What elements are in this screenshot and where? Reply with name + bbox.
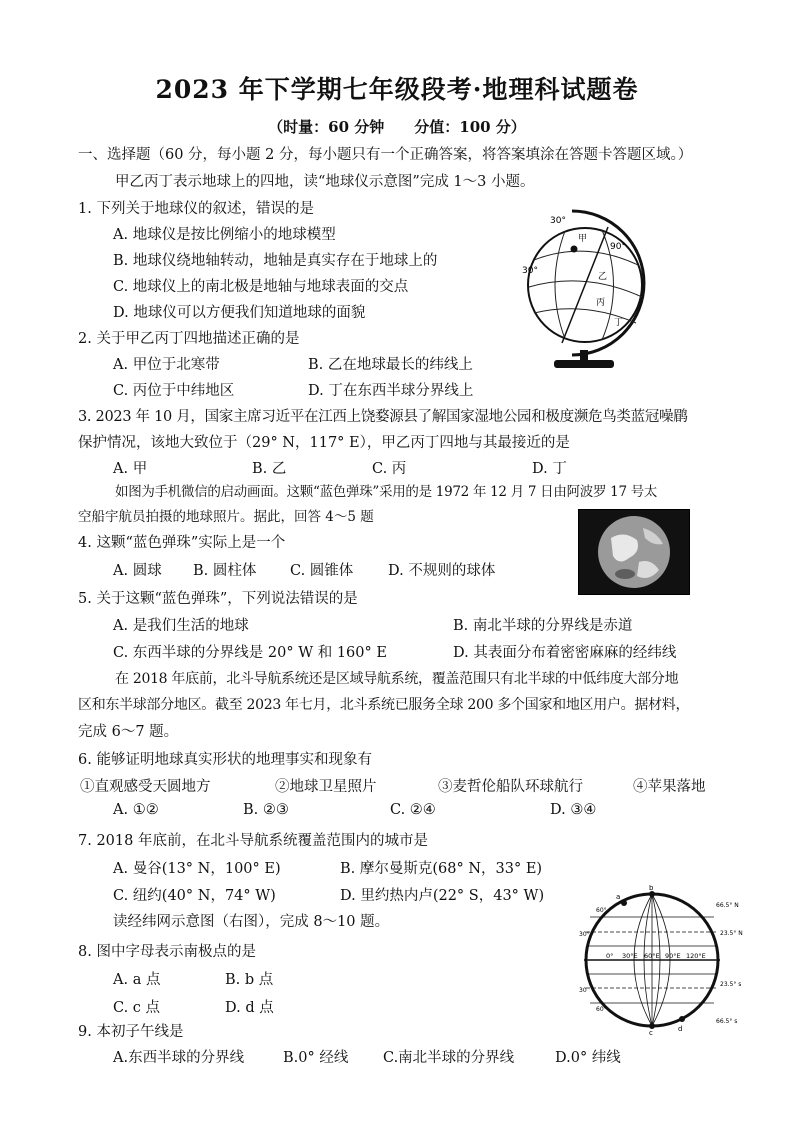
label-30n: 30° [579,931,590,938]
label-90e: 90°E [665,952,681,960]
question-4: 4. 这颗“蓝色弹珠”实际上是一个 [78,535,286,551]
question-2: 2. 关于甲乙丙丁四地描述正确的是 [78,331,300,347]
q6-fact-1: ①直观感受天圆地方 [80,779,211,795]
graticule-figure [570,885,770,1035]
label-tropic-capricorn: 23.5° s [720,981,742,988]
label-120e: 120°E [686,952,706,960]
q6-option-a: A. ①② [113,802,159,818]
question-9: 9. 本初子午线是 [78,1024,184,1040]
q3-option-d: D. 丁 [532,461,567,477]
label-jia: 甲 [578,234,588,244]
section-heading: 一、选择题（60 分，每小题 2 分，每小题只有一个正确答案，将答案填涂在答题卡答题区域。） [78,147,693,163]
q6-option-d: D. ③④ [550,802,597,818]
q1-option-c: C. 地球仪上的南北极是地轴与地球表面的交点 [113,279,409,295]
q9-option-c: C.南北半球的分界线 [383,1050,515,1066]
q6-option-c: C. ②④ [390,802,436,818]
point-a-marker [621,900,627,906]
q6-fact-2: ②地球卫星照片 [275,779,377,795]
intro-text-4: 读经纬网示意图（右图），完成 8～10 题。 [113,914,390,930]
question-3: 3. 2023 年 10 月，国家主席习近平在江西上饶婺源县了解国家湿地公园和极度濒危鸟类蓝冠噪鹛 [78,409,688,425]
q2-option-d: D. 丁在东西半球分界线上 [308,383,474,399]
intro-text-3-cont: 区和东半球部分地区。截至 2023 年七月，北斗系统已服务全球 200 多个国家和地区用户。据材料， [78,697,690,713]
q3-option-a: A. 甲 [113,461,148,477]
blue-marble-photo [578,509,690,595]
label-30s: 30 [579,987,587,994]
label-d: d [678,1025,683,1033]
intro-text-3: 在 2018 年底前，北斗导航系统还是区域导航系统，覆盖范围只有北半球的中低纬度大部分地 [115,671,679,687]
label-a: a [616,893,621,901]
page-title: 2023 年下学期七年级段考·地理科试题卷 [155,75,639,104]
q8-option-a: A. a 点 [113,972,161,988]
question-1: 1. 下列关于地球仪的叙述，错误的是 [78,201,314,217]
q4-option-a: A. 圆球 [113,563,162,579]
question-7: 7. 2018 年底前，在北斗导航系统覆盖范围内的城市是 [78,833,428,849]
label-c: c [649,1029,653,1035]
question-3-cont: 保护情况，该地大致位于（29° N，117° E），甲乙丙丁四地与其最接近的是 [78,435,570,451]
q5-option-d: D. 其表面分布着密密麻麻的经纬线 [453,645,677,661]
label-ding: 丁 [614,318,624,328]
label-b: b [649,885,654,892]
q8-option-c: C. c 点 [113,1000,161,1016]
intro-text-2-cont: 空船宇航员拍摄的地球照片。据此，回答 4～5 题 [78,509,374,525]
q7-option-b: B. 摩尔曼斯克(68° N，33° E) [340,861,543,877]
q1-option-a: A. 地球仪是按比例缩小的地球模型 [113,227,336,243]
question-8: 8. 图中字母表示南极点的是 [78,944,256,960]
q6-fact-3: ③麦哲伦船队环球航行 [438,779,583,795]
label-30-north: 30° [550,216,566,226]
q6-fact-4: ④苹果落地 [633,779,706,795]
label-30e: 30°E [622,952,638,960]
q2-option-c: C. 丙位于中纬地区 [113,383,235,399]
q2-option-a: A. 甲位于北寒带 [113,357,220,373]
label-antarctic-circle: 66.5° s [716,1018,738,1025]
label-90-degree: 90° [610,242,626,252]
q8-option-d: D. d 点 [225,1000,274,1016]
q7-option-d: D. 里约热内卢(22° S，43° W) [340,888,545,904]
globe-base [554,360,614,368]
label-0: 0° [606,952,614,960]
label-30-south: 30° [522,266,538,276]
q1-option-d: D. 地球仪可以方便我们知道地球的面貌 [113,305,366,321]
q9-option-b: B.0° 经线 [283,1050,349,1066]
label-60n: 60° [596,907,607,914]
q4-option-b: B. 圆柱体 [193,563,257,579]
q5-option-b: B. 南北半球的分界线是赤道 [453,618,633,634]
q8-option-b: B. b 点 [225,972,274,988]
q6-option-b: B. ②③ [243,802,289,818]
label-60e: 60°E [644,952,660,960]
q4-option-d: D. 不规则的球体 [388,563,496,579]
q7-option-c: C. 纽约(40° N，74° W) [113,888,276,904]
q5-option-c: C. 东西半球的分界线是 20° W 和 160° E [113,645,387,661]
q7-option-a: A. 曼谷(13° N，100° E) [113,861,281,877]
q4-option-c: C. 圆锥体 [290,563,354,579]
intro-text-2: 如图为手机微信的启动画面。这颗“蓝色弹珠”采用的是 1972 年 12 月 7 日由阿波罗 17 号太 [115,484,658,500]
intro-text: 甲乙丙丁表示地球上的四地，读“地球仪示意图”完成 1～3 小题。 [115,174,535,190]
question-6: 6. 能够证明地球真实形状的地理事实和现象有 [78,752,372,768]
intro-text-3-end: 完成 6～7 题。 [78,724,179,740]
point-d-marker [679,1016,685,1022]
q3-option-b: B. 乙 [252,461,287,477]
globe-figure [510,205,660,370]
label-yi: 乙 [598,272,608,282]
label-tropic-cancer: 23.5° N [720,930,743,937]
label-bing: 丙 [596,298,606,308]
point-jia-marker [571,246,578,253]
question-5: 5. 关于这颗“蓝色弹珠”，下列说法错误的是 [78,591,358,607]
label-60s: 60° [596,1006,607,1013]
label-arctic-circle: 66.5° N [716,902,739,909]
q3-option-c: C. 丙 [372,461,407,477]
exam-info: （时量：60 分钟 分值：100 分） [268,118,526,136]
q5-option-a: A. 是我们生活的地球 [113,618,249,634]
q2-option-b: B. 乙在地球最长的纬线上 [308,357,473,373]
q9-option-d: D.0° 纬线 [555,1050,621,1066]
q9-option-a: A.东西半球的分界线 [113,1050,245,1066]
q1-option-b: B. 地球仪绕地轴转动，地轴是真实存在于地球上的 [113,253,438,269]
